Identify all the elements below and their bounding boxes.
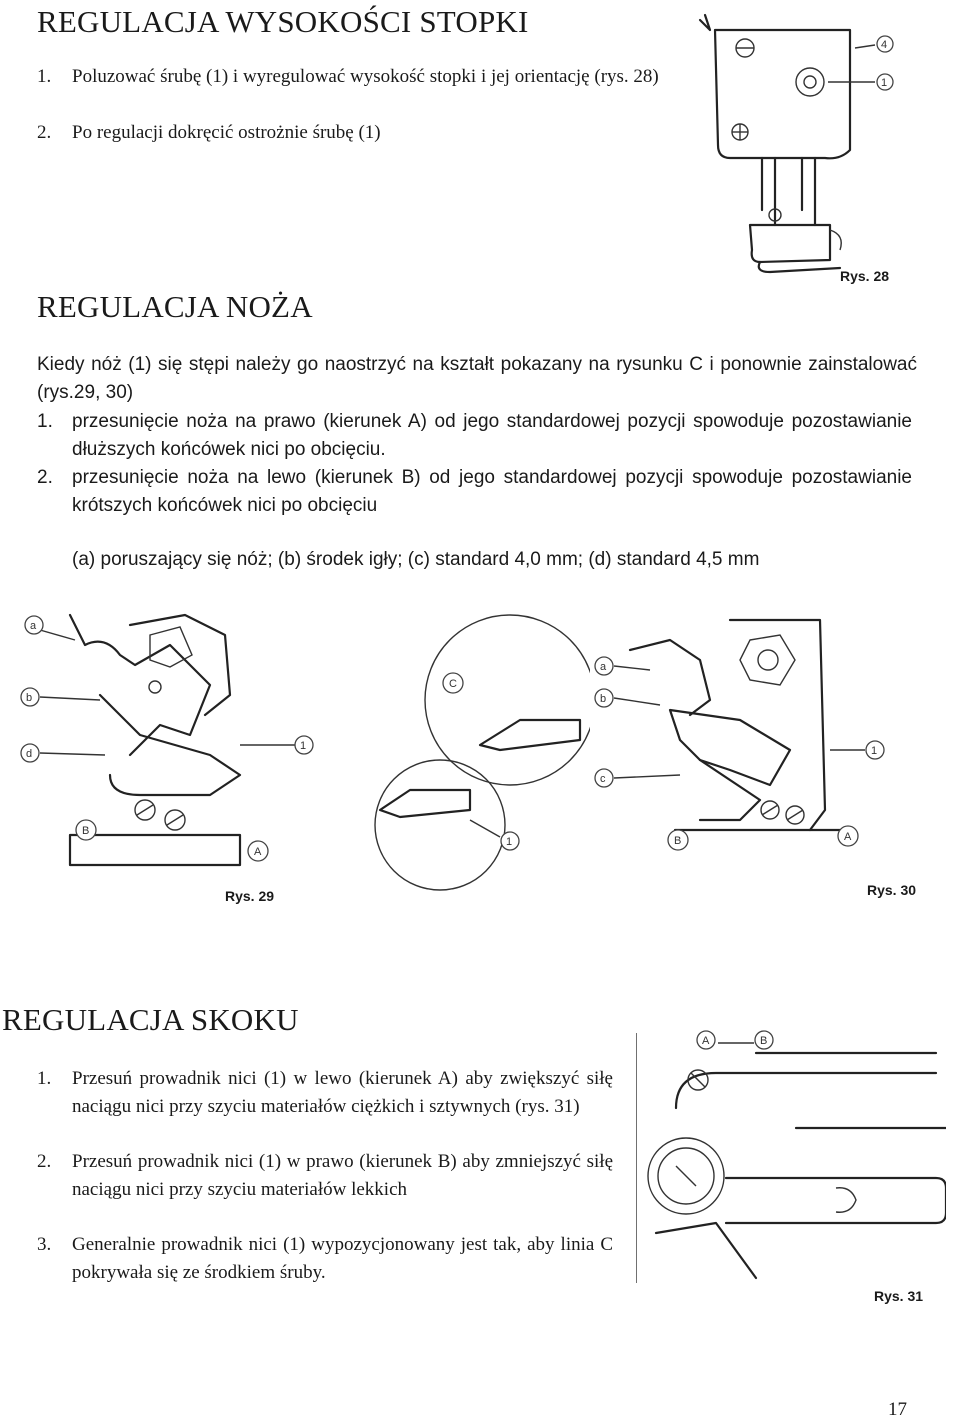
callout-label: A [844,831,852,843]
item-number: 2. [37,122,52,143]
figure-caption: Rys. 29 [225,888,275,904]
item-number: 1. [37,1068,52,1089]
callout-label: B [760,1035,768,1047]
item-text: Poluzować śrubę (1) i wyregulować wysokość stopki i jej orientację (rys. 28) [72,66,659,87]
list-item [37,1231,614,1287]
item-text: Po regulacji dokręcić ostrożnie śrubę (1) [72,122,381,143]
callout-label: 4 [881,39,888,51]
list-item [37,63,667,119]
callout-label: A [254,846,262,858]
section-title-stopka: REGULACJA WYSOKOŚCI STOPKI [37,4,529,39]
item-number: 2. [37,1151,52,1172]
item-text: przesunięcie noża na prawo (kierunek A) od jego standardowej pozycji spowoduje pozostawianie dłuższych końcówek nici po obcięciu. [72,411,912,460]
figure-caption: Rys. 28 [840,268,890,284]
item-text: Przesuń prowadnik nici (1) w lewo (kierunek A) aby zwiększyć siłę naciągu nici przy szyciu materiałów ciężkich i sztywnych (rys. 31) [72,1068,613,1117]
callout-label: B [674,835,682,847]
list-item [37,1148,614,1232]
legend-text: (a) poruszający się nóż; (b) środek igły; (c) standard 4,0 mm; (d) standard 4,5 mm [72,549,760,570]
figure-caption: Rys. 30 [867,882,917,898]
callout-label: a [600,661,607,673]
item-text: Generalnie prowadnik nici (1) wypozycjonowany jest tak, aby linia C pokrywała się ze środkiem śruby. [72,1234,613,1283]
callout-label: 1 [881,77,888,89]
callout-label: C [449,678,457,690]
callout-label: b [26,692,33,704]
figure-rys30 [590,610,930,880]
list-item [37,408,917,464]
page-number: 17 [888,1399,907,1420]
callout-label: b [600,693,607,705]
section-title-noz: REGULACJA NOŻA [37,289,313,324]
figure-rys29 [10,605,590,910]
figure-caption: Rys. 31 [874,1288,924,1304]
callout-label: a [30,620,37,632]
item-text: przesunięcie noża na lewo (kierunek B) od jego standardowej pozycji spowoduje pozostawianie krótszych końcówek nici po obcięciu [72,467,912,516]
callout-label: 1 [871,745,878,757]
list-item [37,464,917,520]
callout-label: c [600,773,606,785]
intro-text: Kiedy nóż (1) się stępi należy go naostrzyć na kształt pokazany na rysunku C i ponownie zainstalować (rys.29, 30) [37,354,917,403]
figure-rys31 [636,1028,946,1293]
item-text: Przesuń prowadnik nici (1) w prawo (kierunek B) aby zmniejszyć siłę naciągu nici przy szyciu materiałów lekkich [72,1151,613,1200]
list-item [37,1065,614,1149]
item-number: 1. [37,411,53,432]
callout-label: 1 [300,740,307,752]
callout-label: 1 [506,836,513,848]
item-number: 1. [37,66,52,87]
list-item [37,119,667,147]
figure-rys28 [690,10,920,300]
callout-label: A [702,1035,710,1047]
section-title-skok: REGULACJA SKOKU [2,1002,299,1037]
callout-label: d [26,748,33,760]
item-number: 3. [37,1234,52,1255]
callout-label: B [82,825,90,837]
item-number: 2. [37,467,53,488]
